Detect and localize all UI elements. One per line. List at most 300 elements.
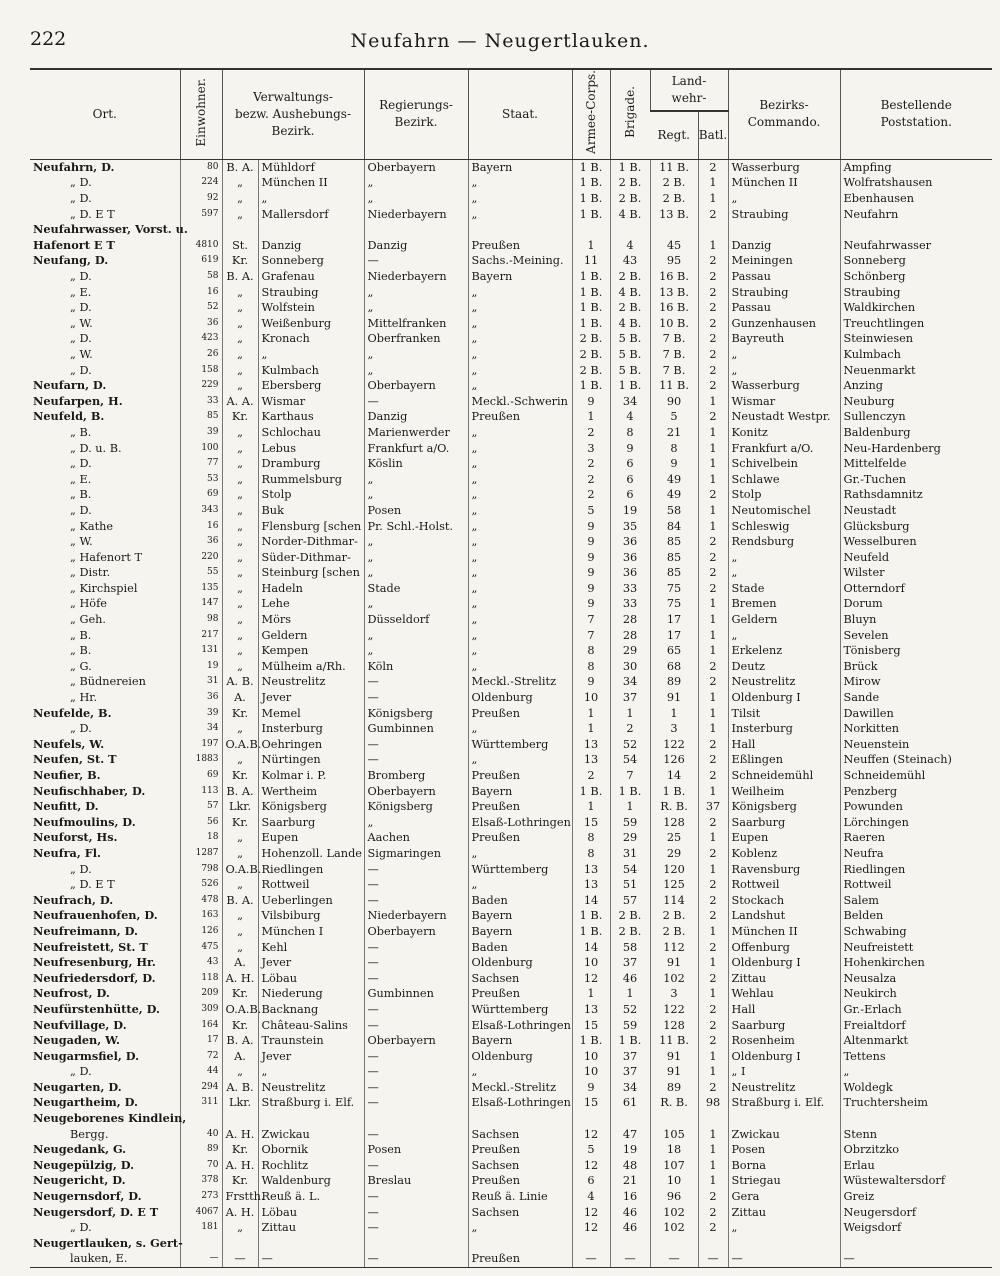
cell-armee-corps: 2 — [572, 425, 610, 441]
cell-einwohner: 181 — [180, 1220, 222, 1236]
cell-regt: 21 — [650, 425, 698, 441]
cell-verwaltung-bezirk: Nürtingen — [258, 752, 364, 768]
table-row — [30, 706, 992, 722]
cell-verwaltung-bezirk: Norder-Dithmar- — [258, 534, 364, 550]
cell-einwohner: 478 — [180, 893, 222, 909]
cell-verwaltung-bezirk: Lebus — [258, 441, 364, 457]
cell-armee-corps: 1 — [572, 721, 610, 737]
cell-ort: Neufra, Fl. — [33, 845, 101, 860]
cell-batl: 1 — [698, 238, 728, 254]
cell-regierung: — — [364, 940, 468, 956]
cell-bezirks-commando: Stockach — [728, 893, 840, 909]
cell-poststation: Rathsdamnitz — [840, 487, 992, 503]
cell-poststation: Schwabing — [840, 924, 992, 940]
cell-batl: 1 — [698, 175, 728, 191]
cell-regierung: — — [364, 253, 468, 269]
cell-bezirks-commando: Koblenz — [728, 846, 840, 862]
cell-regierung: Posen — [364, 503, 468, 519]
cell-armee-corps: 1 B. — [572, 378, 610, 394]
cell-brigade: 21 — [610, 1173, 650, 1189]
cell-brigade: 1 — [610, 706, 650, 722]
cell-verwaltung-bezirk: Straubing — [258, 285, 364, 301]
cell-batl: 2 — [698, 971, 728, 987]
cell-brigade: 1 — [610, 799, 650, 815]
cell-regt: 96 — [650, 1189, 698, 1205]
cell-verwaltung-kurz: „ — [222, 643, 258, 659]
cell-brigade: 34 — [610, 674, 650, 690]
cell-verwaltung-kurz: A. — [222, 955, 258, 971]
cell-brigade: 4 B. — [610, 316, 650, 332]
cell-verwaltung-kurz: „ — [222, 940, 258, 956]
cell-regierung — [364, 1111, 468, 1127]
cell-armee-corps: 9 — [572, 1080, 610, 1096]
cell-bezirks-commando: Gunzenhausen — [728, 316, 840, 332]
cell-batl: 2 — [698, 940, 728, 956]
cell-regt: 84 — [650, 519, 698, 535]
cell-einwohner: 163 — [180, 908, 222, 924]
cell-armee-corps: 8 — [572, 643, 610, 659]
cell-poststation: Mirow — [840, 674, 992, 690]
cell-staat: Meckl.-Schwerin — [468, 394, 572, 410]
cell-ort: Neufischhaber, D. — [33, 783, 146, 798]
table-row — [30, 1251, 992, 1267]
cell-ort: „ B. — [70, 628, 92, 642]
cell-verwaltung-kurz: „ — [222, 331, 258, 347]
cell-armee-corps: 5 — [572, 503, 610, 519]
cell-regierung: — — [364, 737, 468, 753]
cell-regt: 120 — [650, 862, 698, 878]
cell-einwohner: 220 — [180, 550, 222, 566]
cell-ort: „ D. — [70, 176, 92, 190]
table-row — [30, 159, 992, 175]
cell-batl: 1 — [698, 784, 728, 800]
cell-einwohner: 33 — [180, 394, 222, 410]
cell-batl: 1 — [698, 1158, 728, 1174]
cell-regt: 11 B. — [650, 1033, 698, 1049]
cell-batl: 2 — [698, 581, 728, 597]
cell-batl: 1 — [698, 519, 728, 535]
cell-verwaltung-bezirk: Danzig — [258, 238, 364, 254]
cell-poststation: Tettens — [840, 1049, 992, 1065]
cell-brigade: 37 — [610, 690, 650, 706]
cell-batl: 2 — [698, 347, 728, 363]
table-row — [30, 378, 992, 394]
cell-bezirks-commando: Rosenheim — [728, 1033, 840, 1049]
cell-armee-corps: 15 — [572, 1095, 610, 1111]
cell-staat: Bayern — [468, 269, 572, 285]
cell-ort: „ D. — [70, 192, 92, 206]
cell-brigade: 28 — [610, 612, 650, 628]
cell-einwohner: 18 — [180, 830, 222, 846]
cell-verwaltung-bezirk: Wertheim — [258, 784, 364, 800]
cell-einwohner: 52 — [180, 300, 222, 316]
table-row — [30, 971, 992, 987]
cell-bezirks-commando: Offenburg — [728, 940, 840, 956]
cell-verwaltung-kurz — [222, 1236, 258, 1252]
cell-einwohner: 55 — [180, 565, 222, 581]
cell-brigade: 34 — [610, 1080, 650, 1096]
cell-armee-corps — [572, 1111, 610, 1127]
table-row — [30, 768, 992, 784]
cell-ort: „ D. E T — [70, 878, 115, 892]
cell-poststation: Gr.-Erlach — [840, 1002, 992, 1018]
cell-brigade: 6 — [610, 472, 650, 488]
cell-staat — [468, 222, 572, 238]
cell-regt: R. B. — [650, 799, 698, 815]
cell-regierung: — — [364, 690, 468, 706]
cell-regierung: Düsseldorf — [364, 612, 468, 628]
cell-regt: — — [650, 1251, 698, 1267]
table-row — [30, 784, 992, 800]
cell-armee-corps: 9 — [572, 550, 610, 566]
cell-batl: 2 — [698, 1189, 728, 1205]
cell-regierung: Danzig — [364, 238, 468, 254]
cell-einwohner: 36 — [180, 690, 222, 706]
cell-regt: 89 — [650, 1080, 698, 1096]
cell-regierung: — — [364, 1189, 468, 1205]
cell-verwaltung-kurz: „ — [222, 628, 258, 644]
table-row — [30, 737, 992, 753]
table-row — [30, 1220, 992, 1236]
table-row — [30, 222, 992, 238]
cell-regierung: Sigmaringen — [364, 846, 468, 862]
cell-poststation: Salem — [840, 893, 992, 909]
cell-armee-corps: 8 — [572, 830, 610, 846]
table-row — [30, 1111, 992, 1127]
cell-verwaltung-kurz: „ — [222, 472, 258, 488]
cell-bezirks-commando: „ — [728, 363, 840, 379]
cell-batl: 2 — [698, 253, 728, 269]
cell-regt: 125 — [650, 877, 698, 893]
cell-armee-corps: 7 — [572, 628, 610, 644]
cell-regt: 107 — [650, 1158, 698, 1174]
cell-staat: Baden — [468, 893, 572, 909]
cell-brigade: 57 — [610, 893, 650, 909]
cell-regierung: „ — [364, 550, 468, 566]
cell-bezirks-commando: Schneidemühl — [728, 768, 840, 784]
cell-bezirks-commando: Königsberg — [728, 799, 840, 815]
cell-regierung: Niederbayern — [364, 269, 468, 285]
cell-verwaltung-bezirk: Niederung — [258, 986, 364, 1002]
cell-einwohner: 294 — [180, 1080, 222, 1096]
header-regt: Regt. — [650, 111, 698, 159]
cell-bezirks-commando: Schivelbein — [728, 456, 840, 472]
cell-ort: Neufresenburg, Hr. — [33, 955, 156, 970]
cell-poststation: Neufra — [840, 846, 992, 862]
cell-poststation: — — [840, 1251, 992, 1267]
cell-batl: 1 — [698, 986, 728, 1002]
cell-armee-corps — [572, 1236, 610, 1252]
cell-brigade: 6 — [610, 487, 650, 503]
cell-regt: 122 — [650, 1002, 698, 1018]
cell-poststation: Wesselburen — [840, 534, 992, 550]
cell-brigade: 2 B. — [610, 175, 650, 191]
cell-regt: 85 — [650, 534, 698, 550]
header-landwehr: Land- wehr- — [650, 69, 728, 111]
cell-staat: „ — [468, 175, 572, 191]
cell-einwohner: 309 — [180, 1002, 222, 1018]
cell-verwaltung-bezirk: Hohenzoll. Lande — [258, 846, 364, 862]
cell-regt: 1 — [650, 706, 698, 722]
cell-poststation: Neu-Hardenberg — [840, 441, 992, 457]
cell-staat: „ — [468, 519, 572, 535]
cell-poststation: Mittelfelde — [840, 456, 992, 472]
cell-regt: 11 B. — [650, 378, 698, 394]
cell-regt: 7 B. — [650, 363, 698, 379]
cell-ort: Neugersdorf, D. E T — [33, 1204, 159, 1219]
header-einwohner: Einwohner. — [180, 69, 222, 159]
cell-verwaltung-bezirk: „ — [258, 347, 364, 363]
cell-verwaltung-bezirk: Ueberlingen — [258, 893, 364, 909]
cell-einwohner: 56 — [180, 815, 222, 831]
cell-poststation: Sullenczyn — [840, 409, 992, 425]
cell-batl: 1 — [698, 472, 728, 488]
cell-armee-corps: 2 — [572, 487, 610, 503]
cell-armee-corps: 9 — [572, 674, 610, 690]
cell-verwaltung-bezirk: Mühldorf — [258, 159, 364, 175]
table-row — [30, 674, 992, 690]
cell-armee-corps: 2 — [572, 472, 610, 488]
cell-brigade: 58 — [610, 940, 650, 956]
cell-einwohner: 36 — [180, 316, 222, 332]
cell-regt: 85 — [650, 550, 698, 566]
table-row — [30, 1236, 992, 1252]
cell-armee-corps: 13 — [572, 737, 610, 753]
table-row — [30, 581, 992, 597]
cell-einwohner — [180, 1236, 222, 1252]
cell-batl: 1 — [698, 643, 728, 659]
table-row — [30, 503, 992, 519]
cell-brigade: 16 — [610, 1189, 650, 1205]
cell-batl: 2 — [698, 409, 728, 425]
cell-verwaltung-kurz: A. H. — [222, 1205, 258, 1221]
cell-verwaltung-bezirk: Rummelsburg — [258, 472, 364, 488]
cell-staat: Preußen — [468, 986, 572, 1002]
cell-brigade: 29 — [610, 643, 650, 659]
cell-einwohner: 126 — [180, 924, 222, 940]
cell-staat: Preußen — [468, 1251, 572, 1267]
cell-batl: 37 — [698, 799, 728, 815]
cell-staat: Sachs.-Meining. — [468, 253, 572, 269]
cell-regt: 105 — [650, 1127, 698, 1143]
table-row — [30, 612, 992, 628]
cell-bezirks-commando: Erkelenz — [728, 643, 840, 659]
cell-verwaltung-bezirk: — — [258, 1251, 364, 1267]
cell-poststation: Neufreistett — [840, 940, 992, 956]
cell-bezirks-commando: Hall — [728, 737, 840, 753]
table-row — [30, 253, 992, 269]
cell-verwaltung-bezirk: Kehl — [258, 940, 364, 956]
cell-armee-corps: 10 — [572, 1049, 610, 1065]
cell-ort: „ B. — [70, 644, 92, 658]
table-row — [30, 175, 992, 191]
cell-bezirks-commando: Borna — [728, 1158, 840, 1174]
cell-brigade: 29 — [610, 830, 650, 846]
cell-einwohner: 58 — [180, 269, 222, 285]
cell-regierung: „ — [364, 815, 468, 831]
cell-bezirks-commando: Eßlingen — [728, 752, 840, 768]
cell-verwaltung-kurz: „ — [222, 175, 258, 191]
cell-verwaltung-bezirk: Backnang — [258, 1002, 364, 1018]
cell-einwohner: 311 — [180, 1095, 222, 1111]
cell-verwaltung-bezirk: Kolmar i. P. — [258, 768, 364, 784]
cell-brigade: 6 — [610, 456, 650, 472]
cell-brigade: 36 — [610, 534, 650, 550]
cell-verwaltung-kurz: „ — [222, 612, 258, 628]
cell-armee-corps: 9 — [572, 519, 610, 535]
cell-verwaltung-bezirk: Waldenburg — [258, 1173, 364, 1189]
cell-regierung: „ — [364, 300, 468, 316]
cell-regierung: Niederbayern — [364, 908, 468, 924]
cell-staat: Bayern — [468, 784, 572, 800]
cell-batl — [698, 222, 728, 238]
cell-armee-corps: 1 B. — [572, 191, 610, 207]
header-verwaltung: Verwaltungs- bezw. Aushebungs- Bezirk. — [222, 69, 364, 159]
cell-brigade: 8 — [610, 425, 650, 441]
cell-verwaltung-bezirk: Dramburg — [258, 456, 364, 472]
cell-verwaltung-kurz: „ — [222, 503, 258, 519]
page-title: Neufahrn — Neugertlauken. — [350, 30, 650, 52]
cell-batl — [698, 1111, 728, 1127]
cell-bezirks-commando: Straßburg i. Elf. — [728, 1095, 840, 1111]
cell-armee-corps: 1 — [572, 238, 610, 254]
cell-verwaltung-kurz: B. A. — [222, 269, 258, 285]
cell-ort: Neugartheim, D. — [33, 1095, 138, 1110]
cell-poststation: Otterndorf — [840, 581, 992, 597]
cell-staat: Preußen — [468, 1142, 572, 1158]
cell-bezirks-commando: Landshut — [728, 908, 840, 924]
cell-einwohner: 798 — [180, 862, 222, 878]
cell-regierung: Bromberg — [364, 768, 468, 784]
table-row — [30, 690, 992, 706]
table-row — [30, 519, 992, 535]
cell-ort: „ D. — [70, 1221, 92, 1235]
header-poststation: Bestellende Poststation. — [840, 69, 992, 159]
cell-regt: 7 B. — [650, 331, 698, 347]
cell-bezirks-commando: Neustrelitz — [728, 1080, 840, 1096]
cell-brigade: 61 — [610, 1095, 650, 1111]
cell-verwaltung-bezirk: München II — [258, 175, 364, 191]
cell-poststation: Neustadt — [840, 503, 992, 519]
cell-einwohner: 4067 — [180, 1205, 222, 1221]
cell-ort: „ D. — [70, 363, 92, 377]
cell-batl: 2 — [698, 815, 728, 831]
cell-poststation: Tönisberg — [840, 643, 992, 659]
cell-verwaltung-bezirk: Kulmbach — [258, 363, 364, 379]
table-row — [30, 456, 992, 472]
cell-staat: „ — [468, 1064, 572, 1080]
cell-einwohner: 131 — [180, 643, 222, 659]
cell-bezirks-commando: Oldenburg I — [728, 1049, 840, 1065]
cell-poststation: Kulmbach — [840, 347, 992, 363]
cell-einwohner: 378 — [180, 1173, 222, 1189]
cell-staat: Oldenburg — [468, 1049, 572, 1065]
cell-verwaltung-bezirk: Stolp — [258, 487, 364, 503]
cell-verwaltung-kurz: „ — [222, 425, 258, 441]
cell-poststation: Freialtdorf — [840, 1018, 992, 1034]
cell-regt: 58 — [650, 503, 698, 519]
cell-poststation: Altenmarkt — [840, 1033, 992, 1049]
cell-ort: Neugarten, D. — [33, 1079, 122, 1094]
cell-bezirks-commando: Geldern — [728, 612, 840, 628]
cell-staat: Elsaß-Lothringen — [468, 815, 572, 831]
cell-verwaltung-bezirk: Riedlingen — [258, 862, 364, 878]
cell-bezirks-commando: Zittau — [728, 971, 840, 987]
cell-regierung: Pr. Schl.-Holst. — [364, 519, 468, 535]
cell-ort: Neufreistett, St. T — [33, 939, 148, 954]
cell-batl: 1 — [698, 690, 728, 706]
cell-armee-corps: 9 — [572, 394, 610, 410]
cell-brigade: 19 — [610, 1142, 650, 1158]
cell-verwaltung-bezirk: Flensburg [schen — [258, 519, 364, 535]
cell-regierung: — — [364, 955, 468, 971]
cell-batl: 2 — [698, 752, 728, 768]
cell-einwohner: 118 — [180, 971, 222, 987]
table-row — [30, 596, 992, 612]
cell-regt: 17 — [650, 612, 698, 628]
cell-verwaltung-kurz: „ — [222, 752, 258, 768]
cell-armee-corps: 7 — [572, 612, 610, 628]
header-bezirks-commando: Bezirks- Commando. — [728, 69, 840, 159]
cell-poststation: Neugersdorf — [840, 1205, 992, 1221]
cell-ort: „ D. — [70, 457, 92, 471]
cell-staat: Bayern — [468, 1033, 572, 1049]
cell-verwaltung-kurz: Kr. — [222, 1142, 258, 1158]
cell-verwaltung-bezirk: „ — [258, 191, 364, 207]
cell-regt: 45 — [650, 238, 698, 254]
cell-batl: 2 — [698, 269, 728, 285]
cell-verwaltung-bezirk: Mülheim a/Rh. — [258, 659, 364, 675]
cell-staat: „ — [468, 378, 572, 394]
cell-brigade: 59 — [610, 815, 650, 831]
cell-armee-corps: 2 — [572, 456, 610, 472]
cell-verwaltung-bezirk: Obornik — [258, 1142, 364, 1158]
cell-armee-corps: 2 B. — [572, 363, 610, 379]
cell-ort: Neufriedersdorf, D. — [33, 970, 156, 985]
cell-regierung: „ — [364, 472, 468, 488]
cell-brigade: 37 — [610, 1049, 650, 1065]
cell-verwaltung-kurz: — — [222, 1251, 258, 1267]
cell-verwaltung-kurz: „ — [222, 347, 258, 363]
cell-brigade: 4 B. — [610, 285, 650, 301]
cell-regierung: Danzig — [364, 409, 468, 425]
cell-einwohner: 72 — [180, 1049, 222, 1065]
cell-regierung: Frankfurt a/O. — [364, 441, 468, 457]
cell-regierung: „ — [364, 285, 468, 301]
cell-poststation: Wilster — [840, 565, 992, 581]
cell-batl: 2 — [698, 285, 728, 301]
cell-brigade: 36 — [610, 550, 650, 566]
cell-bezirks-commando: Hall — [728, 1002, 840, 1018]
cell-einwohner: 1883 — [180, 752, 222, 768]
table-row — [30, 1158, 992, 1174]
cell-regt: 91 — [650, 1064, 698, 1080]
cell-staat: „ — [468, 472, 572, 488]
cell-batl: 2 — [698, 565, 728, 581]
cell-verwaltung-bezirk: Oehringen — [258, 737, 364, 753]
table-row — [30, 799, 992, 815]
header-armee-corps: Armee-Corps. — [572, 69, 610, 159]
cell-einwohner: 273 — [180, 1189, 222, 1205]
cell-bezirks-commando: Deutz — [728, 659, 840, 675]
cell-einwohner: 19 — [180, 659, 222, 675]
cell-poststation: Norkitten — [840, 721, 992, 737]
cell-staat: „ — [468, 503, 572, 519]
cell-einwohner: 53 — [180, 472, 222, 488]
cell-bezirks-commando: Tilsit — [728, 706, 840, 722]
cell-einwohner: 39 — [180, 706, 222, 722]
cell-verwaltung-bezirk — [258, 1111, 364, 1127]
